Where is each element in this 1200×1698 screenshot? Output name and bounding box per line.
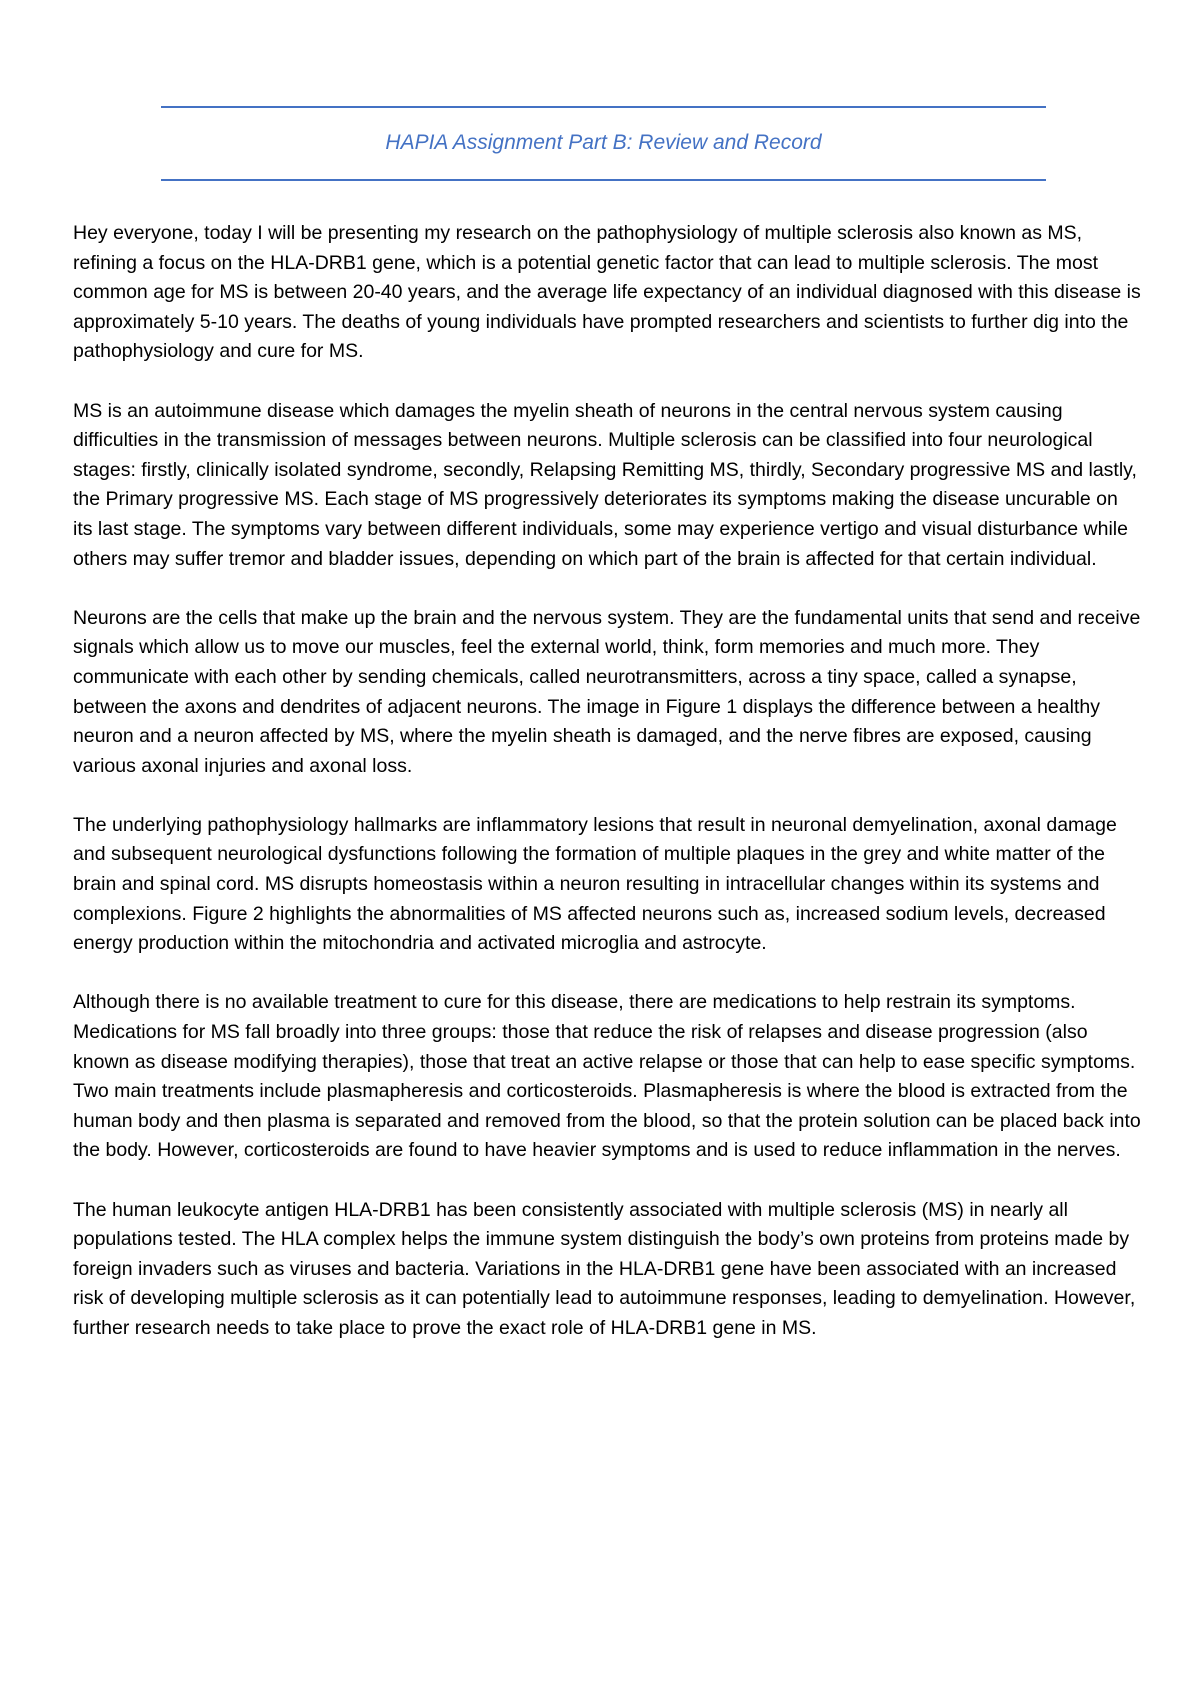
paragraph-ms-overview: MS is an autoimmune disease which damages the myelin sheath of neurons in the central nervous system causing difficulties in the transmission of messages between neurons. Multiple sclerosis can be classified into four neurological stages: firstly, clinically isolated syndrome, secondly, Relapsing Remitting MS, thirdly, Secondary progressive MS and lastly, the Primary progressive MS. Each stage of MS progressively deteriorates its symptoms making the disease uncurable on its last stage. The symptoms vary between different individuals, some may experience vertigo and visual disturbance while others may suffer tremor and bladder issues, depending on which part of the brain is affected for that certain individual.	[73, 399, 1137, 570]
paragraph-neurons: Neurons are the cells that make up the brain and the nervous system. They are the fundamental units that send and receive signals which allow us to move our muscles, feel the external world, think, form memories and much more. They communicate with each other by sending chemicals, called neurotransmitters, across a tiny space, called a synapse, between the axons and dendrites of adjacent neurons. The image in Figure 1 displays the difference between a healthy neuron and a neuron affected by MS, where the myelin sheath is damaged, and the nerve fibres are exposed, causing various axonal injuries and axonal loss.	[73, 606, 1141, 777]
title-bottom-rule	[161, 179, 1046, 181]
paragraph-pathophysiology: The underlying pathophysiology hallmarks are inflammatory lesions that result in neuronal demyelination, axonal damage and subsequent neurological dysfunctions following the formation of multiple plaques in the grey and white matter of the brain and spinal cord. MS disrupts homeostasis within a neuron resulting in intracellular changes within its systems and complexions. Figure 2 highlights the abnormalities of MS affected neurons such as, increased sodium levels, decreased energy production within the mitochondria and activated microglia and astrocyte.	[73, 813, 1117, 955]
document-title: HAPIA Assignment Part B: Review and Record	[385, 131, 822, 154]
paragraph-intro: Hey everyone, today I will be presenting my research on the pathophysiology of multiple sclerosis also known as MS, refining a focus on the HLA-DRB1 gene, which is a potential genetic factor that can lead to multiple sclerosis. The most common age for MS is between 20-40 years, and the average life expectancy of an individual diagnosed with this disease is approximately 5-10 years. The deaths of young individuals have prompted researchers and scientists to further dig into the pathophysiology and cure for MS.	[73, 222, 1141, 363]
document-body	[73, 219, 1141, 1373]
title-block	[161, 106, 1046, 181]
paragraph-hla-drb1: The human leukocyte antigen HLA-DRB1 has been consistently associated with multiple sclerosis (MS) in nearly all populations tested. The HLA complex helps the immune system distinguish the body’s own proteins from proteins made by foreign invaders such as viruses and bacteria. Variations in the HLA-DRB1 gene have been associated with an increased risk of developing multiple sclerosis as it can potentially lead to autoimmune responses, leading to demyelination. However, further research needs to take place to prove the exact role of HLA-DRB1 gene in MS.	[73, 1198, 1136, 1339]
paragraph-treatment: Although there is no available treatment to cure for this disease, there are medications to help restrain its symptoms. Medications for MS fall broadly into three groups: those that reduce the risk of relapses and disease progression (also known as disease modifying therapies), those that treat an active relapse or those that can help to ease specific symptoms. Two main treatments include plasmapheresis and corticosteroids. Plasmapheresis is where the blood is extracted from the human body and then plasma is separated and removed from the blood, so that the protein solution can be placed back into the body. However, corticosteroids are found to have heavier symptoms and is used to reduce inflammation in the nerves.	[73, 991, 1141, 1162]
